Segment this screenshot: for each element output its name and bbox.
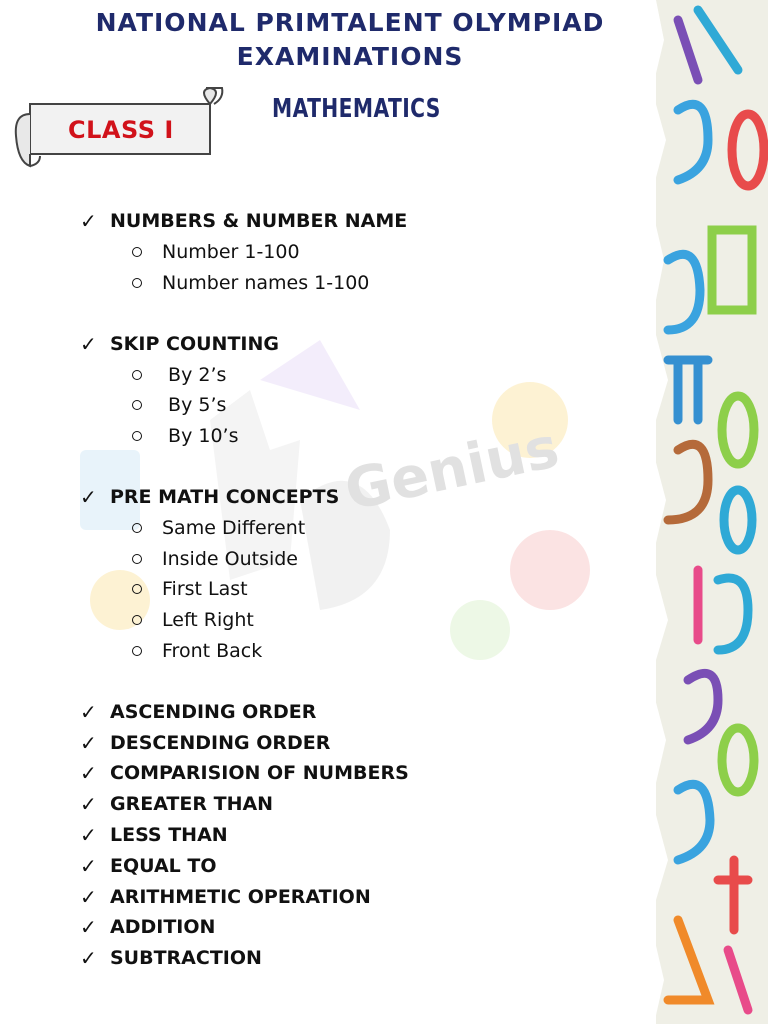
check-icon: ✓ <box>80 884 97 909</box>
check-icon: ✓ <box>80 331 97 356</box>
syllabus-list <box>80 206 640 974</box>
list-item <box>80 390 640 421</box>
decorative-number-strip <box>638 0 768 1024</box>
section-heading-text: SKIP COUNTING <box>110 332 279 355</box>
topic-item <box>80 881 640 912</box>
topic-text: ASCENDING ORDER <box>110 700 317 723</box>
list-item <box>80 574 640 605</box>
circle-bullet-icon <box>132 370 142 380</box>
topic-item <box>80 789 640 820</box>
check-icon: ✓ <box>80 484 97 509</box>
topic-item <box>80 758 640 789</box>
topic-text: COMPARISION OF NUMBERS <box>110 762 409 785</box>
check-icon: ✓ <box>80 730 97 755</box>
circle-bullet-icon <box>132 646 142 656</box>
list-item <box>80 512 640 543</box>
circle-bullet-icon <box>132 278 142 288</box>
class-label: CLASS I <box>68 116 174 144</box>
list-item <box>80 359 640 390</box>
topic-item <box>80 850 640 881</box>
subject-heading: MATHEMATICS <box>272 94 441 124</box>
topic-text: ARITHMETIC OPERATION <box>110 885 371 908</box>
topic-text: SUBTRACTION <box>110 947 262 970</box>
list-item-text: Number names 1-100 <box>162 271 370 294</box>
topic-text: ADDITION <box>110 916 216 939</box>
check-icon: ✓ <box>80 209 97 234</box>
section-heading-text: PRE MATH CONCEPTS <box>110 485 340 508</box>
topic-item <box>80 820 640 851</box>
section-heading <box>80 206 640 237</box>
topic-text: EQUAL TO <box>110 854 217 877</box>
list-item-text: Inside Outside <box>162 547 298 570</box>
circle-bullet-icon <box>132 431 142 441</box>
list-item-text: By 10’s <box>162 425 239 448</box>
section-skip-counting <box>80 328 640 451</box>
check-icon: ✓ <box>80 699 97 724</box>
topic-text: DESCENDING ORDER <box>110 731 331 754</box>
check-icon: ✓ <box>80 853 97 878</box>
list-item <box>80 237 640 268</box>
section-numbers <box>80 206 640 298</box>
list-item <box>80 268 640 299</box>
check-icon: ✓ <box>80 822 97 847</box>
list-item-text: By 2’s <box>162 363 227 386</box>
list-item <box>80 605 640 636</box>
topic-text: GREATER THAN <box>110 793 274 816</box>
circle-bullet-icon <box>132 584 142 594</box>
check-icon: ✓ <box>80 761 97 786</box>
page-title <box>0 6 700 74</box>
section-heading <box>80 328 640 359</box>
check-icon: ✓ <box>80 915 97 940</box>
circle-bullet-icon <box>132 523 142 533</box>
list-item-text: Number 1-100 <box>162 241 300 264</box>
section-pre-math <box>80 482 640 667</box>
topic-text: LESS THAN <box>110 823 228 846</box>
watermark-text: Genius <box>339 415 565 524</box>
check-icon: ✓ <box>80 946 97 971</box>
check-icon: ✓ <box>80 792 97 817</box>
list-item-text: Left Right <box>162 609 254 632</box>
topic-item <box>80 727 640 758</box>
list-item <box>80 421 640 452</box>
section-heading-text: NUMBERS & NUMBER NAME <box>110 210 408 233</box>
list-item-text: First Last <box>162 578 248 601</box>
topic-item <box>80 696 640 727</box>
title-line-1: NATIONAL PRIMTALENT OLYMPIAD <box>95 8 605 37</box>
circle-bullet-icon <box>132 247 142 257</box>
list-item-text: Same Different <box>162 516 306 539</box>
list-item <box>80 543 640 574</box>
list-item <box>80 636 640 667</box>
topic-list <box>80 696 640 973</box>
section-heading <box>80 482 640 513</box>
topic-item <box>80 912 640 943</box>
circle-bullet-icon <box>132 400 142 410</box>
title-line-2: EXAMINATIONS <box>236 42 464 71</box>
circle-bullet-icon <box>132 554 142 564</box>
list-item-text: By 5’s <box>162 394 227 417</box>
topic-item <box>80 943 640 974</box>
circle-bullet-icon <box>132 615 142 625</box>
list-item-text: Front Back <box>162 639 263 662</box>
